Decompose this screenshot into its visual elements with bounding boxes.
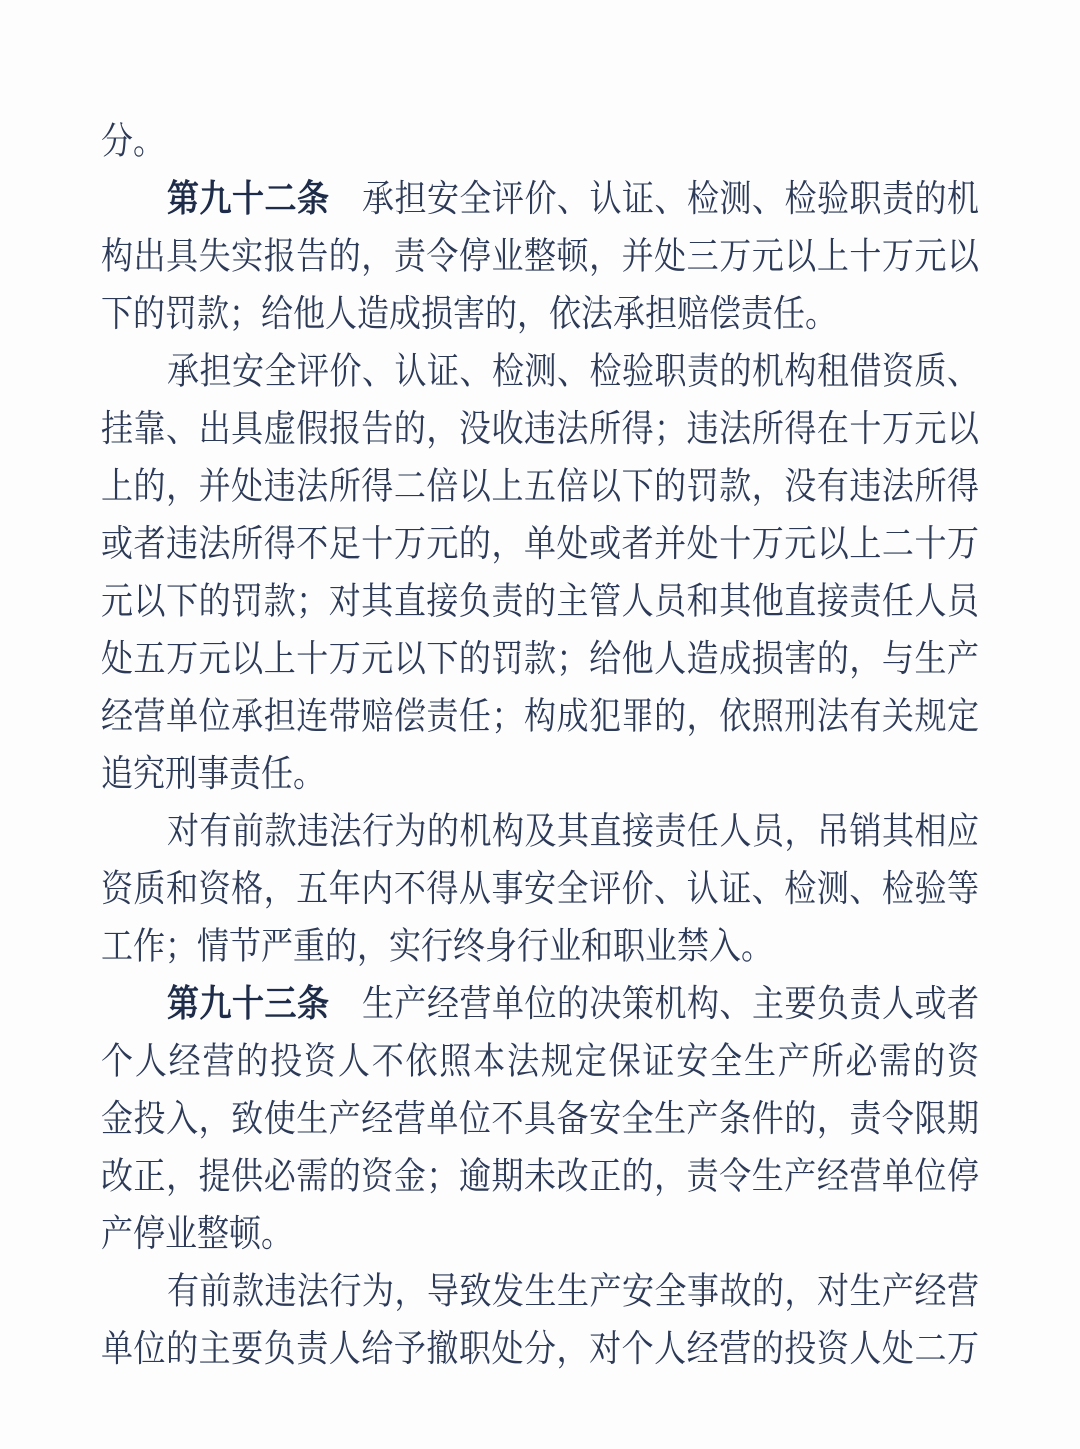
text-run: 生产经营单位的决策机构、主要负责人或者 [329,981,979,1026]
text-line [101,687,979,745]
text-run: 元以下的罚款；对其直接负责的主管人员和其他直接责任人员 [101,578,979,623]
text-run: 资质和资格，五年内不得从事安全评价、认证、检测、检验等 [101,866,979,911]
text-line [101,1147,979,1205]
text-block [101,112,979,1377]
text-line [101,170,979,228]
article-number: 第九十二条 [167,176,330,221]
text-line [101,860,979,918]
text-line [101,1090,979,1148]
text-line [101,975,979,1033]
text-run: 承担安全评价、认证、检测、检验职责的机 [329,176,979,221]
article-number: 第九十三条 [167,981,330,1026]
text-run: 产停业整顿。 [101,1211,294,1256]
text-line [101,112,979,170]
text-run: 上的，并处违法所得二倍以上五倍以下的罚款，没有违法所得 [101,463,979,508]
text-line [101,515,979,573]
text-run: 构出具失实报告的，责令停业整顿，并处三万元以上十万元以 [101,233,979,278]
text-run: 追究刑事责任。 [101,751,326,796]
text-line [101,1320,979,1378]
text-run: 金投入，致使生产经营单位不具备安全生产条件的，责令限期 [101,1096,979,1141]
text-line [101,572,979,630]
text-line [101,917,979,975]
text-run: 工作；情节严重的，实行终身行业和职业禁入。 [101,923,774,968]
text-line [101,1032,979,1090]
text-run: 分。 [101,118,166,163]
text-run: 个人经营的投资人不依照本法规定保证安全生产所必需的资 [101,1038,979,1083]
text-run: 有前款违法行为，导致发生生产安全事故的，对生产经营 [167,1268,979,1313]
text-line [101,1262,979,1320]
text-run: 处五万元以上十万元以下的罚款；给他人造成损害的，与生产 [101,636,979,681]
text-line [101,400,979,458]
text-run: 经营单位承担连带赔偿责任；构成犯罪的，依照刑法有关规定 [101,693,979,738]
text-run: 改正，提供必需的资金；逾期未改正的，责令生产经营单位停 [101,1153,979,1198]
text-run: 下的罚款；给他人造成损害的，依法承担赔偿责任。 [101,291,838,336]
text-line [101,802,979,860]
text-line [101,1205,979,1263]
text-line [101,285,979,343]
text-line [101,342,979,400]
text-line [101,745,979,803]
text-line [101,630,979,688]
text-line [101,227,979,285]
text-run: 单位的主要负责人给予撤职处分，对个人经营的投资人处二万 [101,1326,979,1371]
text-run: 挂靠、出具虚假报告的，没收违法所得；违法所得在十万元以 [101,406,979,451]
text-run: 或者违法所得不足十万元的，单处或者并处十万元以上二十万 [101,521,979,566]
text-run: 承担安全评价、认证、检测、检验职责的机构租借资质、 [167,348,979,393]
text-line [101,457,979,515]
text-run: 对有前款违法行为的机构及其直接责任人员，吊销其相应 [167,808,979,853]
